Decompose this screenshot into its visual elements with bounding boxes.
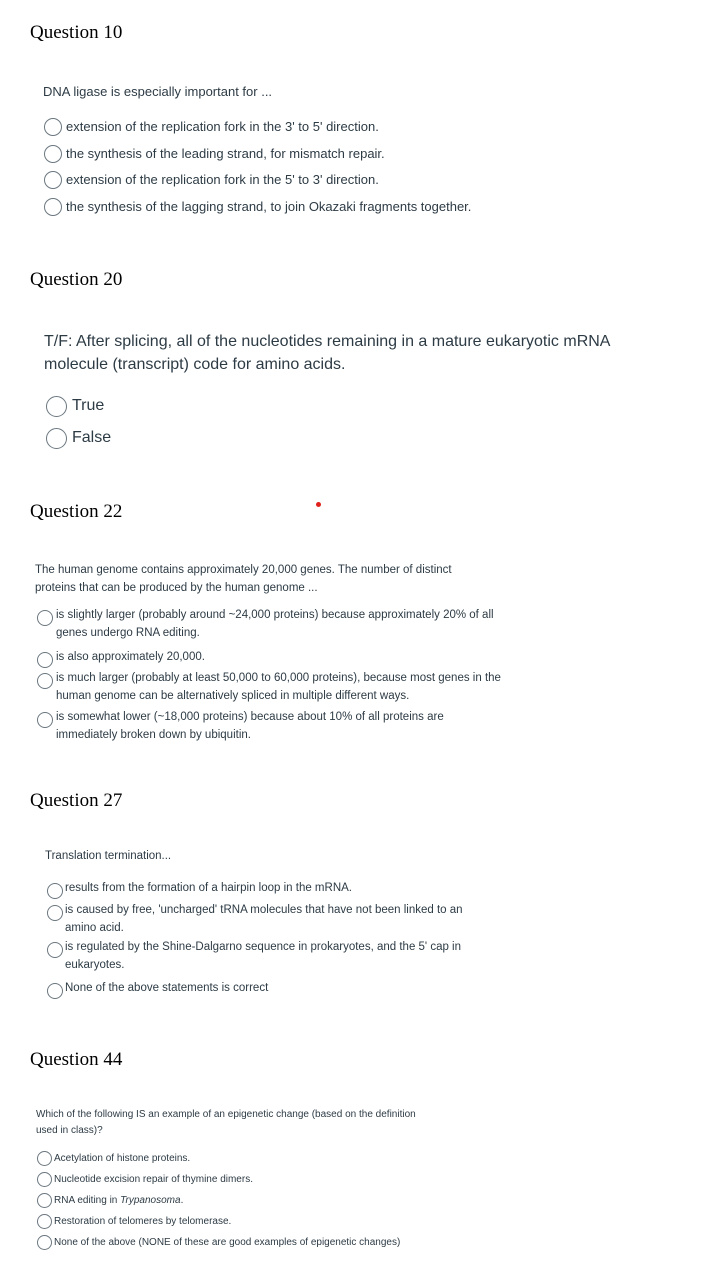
answer-option[interactable] xyxy=(37,1151,190,1167)
radio-button[interactable] xyxy=(46,428,67,449)
answer-option[interactable] xyxy=(37,669,507,705)
answer-option[interactable] xyxy=(44,199,471,216)
radio-button[interactable] xyxy=(47,905,63,921)
option-label: is slightly larger (probably around ~24,000 proteins) because approximately 20% of all genes undergo RNA editing. xyxy=(56,609,494,639)
option-label: is regulated by the Shine-Dalgarno sequence in prokaryotes, and the 5' cap in eukaryotes. xyxy=(65,941,462,971)
radio-button[interactable] xyxy=(37,652,53,668)
radio-button[interactable] xyxy=(37,610,53,626)
answer-option[interactable] xyxy=(37,648,507,668)
radio-button[interactable] xyxy=(44,198,62,216)
answer-option[interactable] xyxy=(46,397,104,417)
answer-option[interactable] xyxy=(37,708,507,744)
answer-option[interactable] xyxy=(47,938,487,974)
option-label-prefix: RNA editing in xyxy=(54,1195,121,1206)
option-label: results from the formation of a hairpin loop in the mRNA. xyxy=(65,882,352,894)
answer-option[interactable] xyxy=(37,1214,231,1230)
option-label: is much larger (probably at least 50,000 to 60,000 proteins), because most genes in the human genome can be alternatively spliced in multiple different ways. xyxy=(56,672,501,702)
question-stem: The human genome contains approximately 20,000 genes. The number of distinct proteins that can be produced by the human genome ... xyxy=(35,564,452,594)
question-title: Question 20 xyxy=(30,269,123,290)
option-label: Restoration of telomeres by telomerase. xyxy=(54,1216,232,1227)
question-title: Question 27 xyxy=(30,790,123,811)
radio-button[interactable] xyxy=(37,1193,52,1208)
question-stem: DNA ligase is especially important for ... xyxy=(43,84,273,99)
question-stem: T/F: After splicing, all of the nucleotides remaining in a mature eukaryotic mRNA molecule (transcript) code for amino acids. xyxy=(44,333,610,373)
radio-button[interactable] xyxy=(44,145,62,163)
option-label: None of the above statements is correct xyxy=(65,982,269,994)
answer-option[interactable] xyxy=(37,1235,400,1251)
answer-option[interactable] xyxy=(37,606,507,642)
radio-button[interactable] xyxy=(44,118,62,136)
question-title: Question 10 xyxy=(30,22,123,43)
option-label: is also approximately 20,000. xyxy=(56,651,205,663)
answer-option[interactable] xyxy=(44,119,379,136)
radio-button[interactable] xyxy=(44,171,62,189)
option-label: Acetylation of histone proteins. xyxy=(54,1153,191,1164)
radio-button[interactable] xyxy=(46,396,67,417)
answer-option[interactable] xyxy=(47,979,487,999)
organism-name: Trypanosoma xyxy=(120,1195,181,1206)
option-label: the synthesis of the lagging strand, to join Okazaki fragments together. xyxy=(66,199,472,214)
radio-button[interactable] xyxy=(47,983,63,999)
radio-button[interactable] xyxy=(37,673,53,689)
radio-button[interactable] xyxy=(37,712,53,728)
option-label: Nucleotide excision repair of thymine dimers. xyxy=(54,1174,253,1185)
radio-button[interactable] xyxy=(37,1172,52,1187)
answer-option[interactable] xyxy=(44,172,379,189)
question-title: Question 44 xyxy=(30,1049,123,1070)
question-stem: Translation termination... xyxy=(45,850,172,862)
answer-option[interactable] xyxy=(46,429,111,449)
question-stem: Which of the following IS an example of an epigenetic change (based on the definition used in class)? xyxy=(36,1109,416,1136)
answer-option[interactable] xyxy=(37,1172,253,1188)
option-label: the synthesis of the leading strand, for mismatch repair. xyxy=(66,146,385,161)
option-label: None of the above (NONE of these are good examples of epigenetic changes) xyxy=(54,1237,401,1248)
radio-button[interactable] xyxy=(47,883,63,899)
radio-button[interactable] xyxy=(37,1151,52,1166)
answer-option[interactable] xyxy=(47,879,487,899)
option-label xyxy=(54,1193,183,1209)
answer-option[interactable] xyxy=(47,901,487,937)
option-label: False xyxy=(72,429,112,446)
question-title: Question 22 xyxy=(30,501,123,522)
option-label-suffix: . xyxy=(180,1195,184,1206)
option-label: is somewhat lower (~18,000 proteins) because about 10% of all proteins are immediately broken down by ubiquitin. xyxy=(56,711,444,741)
option-label: True xyxy=(72,397,105,414)
radio-button[interactable] xyxy=(37,1214,52,1229)
radio-button[interactable] xyxy=(47,942,63,958)
option-label: extension of the replication fork in the 3' to 5' direction. xyxy=(66,119,379,134)
option-label: is caused by free, 'uncharged' tRNA molecules that have not been linked to an amino acid. xyxy=(65,904,463,934)
answer-option[interactable] xyxy=(37,1193,183,1209)
option-label: extension of the replication fork in the 5' to 3' direction. xyxy=(66,172,379,187)
radio-button[interactable] xyxy=(37,1235,52,1250)
red-dot-marker xyxy=(316,502,321,507)
answer-option[interactable] xyxy=(44,146,385,163)
